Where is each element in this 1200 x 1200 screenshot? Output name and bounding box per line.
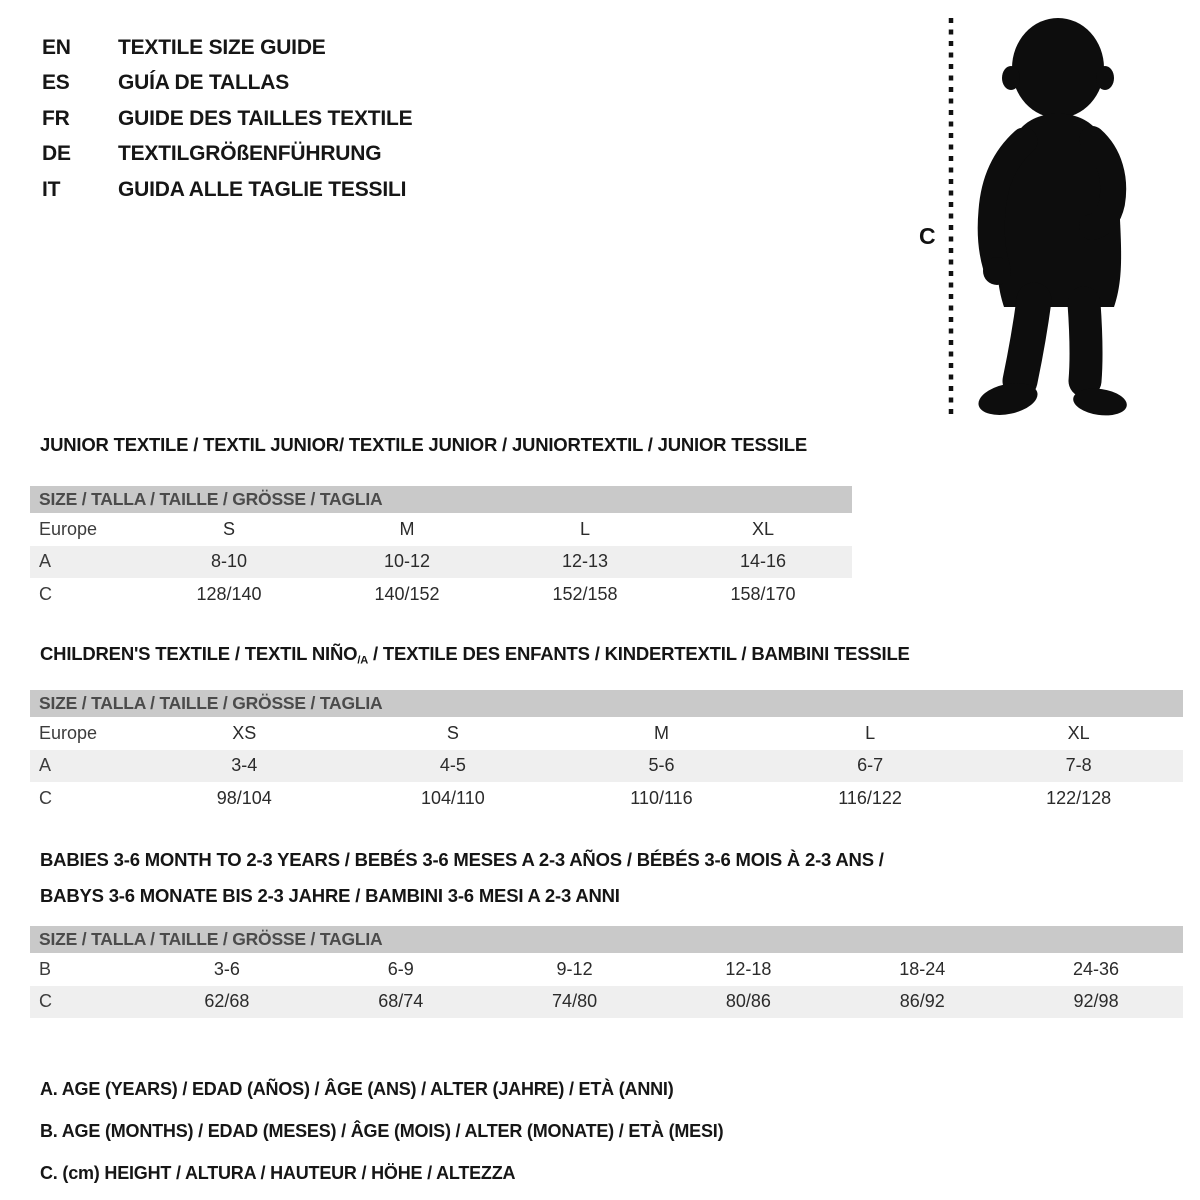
- babies-size-table: [30, 926, 1183, 1018]
- language-title: GUÍA DE TALLAS: [118, 71, 290, 95]
- children-heading-pre: CHILDREN'S TEXTILE / TEXTIL NIÑO: [40, 643, 358, 664]
- babies-heading-line1: BABIES 3-6 MONTH TO 2-3 YEARS / BEBÉS 3-6 MESES A 2-3 AÑOS / BÉBÉS 3-6 MOIS À 2-3 ANS /: [40, 849, 884, 870]
- babies-heading-line2: BABYS 3-6 MONATE BIS 2-3 JAHRE / BAMBINI 3-6 MESI A 2-3 ANNI: [40, 885, 620, 906]
- age-cell: 14-16: [739, 551, 787, 572]
- size-cell: XL: [1067, 722, 1090, 743]
- height-cell: 140/152: [374, 583, 440, 604]
- months-cell: 18-24: [899, 958, 946, 979]
- height-cell: 128/140: [196, 583, 262, 604]
- size-cell: S: [446, 722, 459, 743]
- children-heading-post: / TEXTILE DES ENFANTS / KINDERTEXTIL / BAMBINI TESSILE: [368, 643, 910, 664]
- junior-size-table: [30, 486, 852, 611]
- size-cell: S: [222, 518, 235, 539]
- row-label: B: [39, 958, 52, 979]
- age-cell: 12-13: [561, 551, 609, 572]
- language-code: EN: [42, 35, 71, 59]
- legend-height-cm: C. (cm) HEIGHT / ALTURA / HAUTEUR / HÖHE / ALTEZZA: [40, 1162, 516, 1183]
- table-row-height: [30, 578, 852, 611]
- height-figure: [900, 10, 1150, 422]
- age-cell: 7-8: [1065, 755, 1092, 776]
- table-row-months: [30, 953, 1183, 986]
- language-list: [42, 30, 412, 208]
- size-cell: XS: [232, 722, 257, 743]
- age-cell: 5-6: [648, 755, 675, 776]
- height-cell: 68/74: [378, 991, 424, 1012]
- height-cell: 92/98: [1073, 991, 1119, 1012]
- height-cell: 110/116: [630, 787, 693, 808]
- babies-section-heading: [40, 842, 884, 914]
- legend: [40, 1068, 723, 1194]
- baby-silhouette: [976, 18, 1129, 420]
- legend-age-years: A. AGE (YEARS) / EDAD (AÑOS) / ÂGE (ANS) / ALTER (JAHRE) / ETÀ (ANNI): [40, 1078, 674, 1099]
- row-label: A: [39, 755, 52, 776]
- language-code: FR: [42, 106, 70, 130]
- height-cell: 158/170: [730, 583, 796, 604]
- language-title: TEXTILE SIZE GUIDE: [118, 35, 326, 59]
- language-code: DE: [42, 142, 71, 166]
- size-table-header: SIZE / TALLA / TAILLE / GRÖSSE / TAGLIA: [30, 486, 852, 513]
- age-cell: 4-5: [439, 755, 466, 776]
- row-label: C: [39, 787, 52, 808]
- children-section-heading: [40, 643, 910, 666]
- height-cell: 122/128: [1046, 787, 1112, 808]
- size-cell: M: [653, 722, 669, 743]
- age-cell: 6-7: [857, 755, 884, 776]
- height-cell: 116/122: [838, 787, 902, 808]
- height-cell: 74/80: [552, 991, 598, 1012]
- months-cell: 12-18: [725, 958, 772, 979]
- height-cell: 80/86: [725, 991, 771, 1012]
- language-code: ES: [42, 71, 70, 95]
- row-label: Europe: [39, 722, 98, 743]
- height-cell: 152/158: [552, 583, 618, 604]
- age-cell: 3-4: [231, 755, 258, 776]
- height-cell: 104/110: [421, 787, 485, 808]
- language-title: GUIDA ALLE TAGLIE TESSILI: [118, 177, 407, 201]
- size-cell: XL: [751, 518, 775, 539]
- height-cell: 86/92: [899, 991, 945, 1012]
- size-table-header: SIZE / TALLA / TAILLE / GRÖSSE / TAGLIA: [30, 690, 1183, 717]
- table-row-height: [30, 782, 1183, 815]
- row-label: A: [39, 551, 52, 572]
- row-label: C: [39, 991, 52, 1012]
- language-title: GUIDE DES TAILLES TEXTILE: [118, 106, 413, 130]
- row-label: C: [39, 583, 52, 604]
- legend-age-months: B. AGE (MONTHS) / EDAD (MESES) / ÂGE (MOIS) / ALTER (MONATE) / ETÀ (MESI): [40, 1120, 724, 1141]
- language-title: TEXTILGRÖßENFÜHRUNG: [118, 142, 382, 166]
- size-cell: L: [579, 518, 590, 539]
- table-row-age: [30, 546, 852, 579]
- language-code: IT: [42, 177, 61, 201]
- size-cell: L: [865, 722, 876, 743]
- table-row-europe: [30, 717, 1183, 750]
- height-label-c: C: [919, 223, 936, 249]
- table-row-height: [30, 986, 1183, 1019]
- height-cell: 98/104: [216, 787, 272, 808]
- months-cell: 9-12: [556, 958, 593, 979]
- table-row-europe: [30, 513, 852, 546]
- months-cell: 24-36: [1073, 958, 1120, 979]
- age-cell: 8-10: [210, 551, 248, 572]
- children-heading-sub: /A: [357, 654, 369, 667]
- size-cell: M: [399, 518, 415, 539]
- months-cell: 3-6: [213, 958, 240, 979]
- age-cell: 10-12: [383, 551, 431, 572]
- row-label: Europe: [39, 518, 98, 539]
- height-figure-svg: [900, 10, 1150, 422]
- children-size-table: [30, 690, 1183, 815]
- table-row-age: [30, 750, 1183, 783]
- height-cell: 62/68: [204, 991, 250, 1012]
- junior-section-heading: JUNIOR TEXTILE / TEXTIL JUNIOR/ TEXTILE JUNIOR / JUNIORTEXTIL / JUNIOR TESSILE: [40, 434, 807, 455]
- months-cell: 6-9: [387, 958, 414, 979]
- size-table-header: SIZE / TALLA / TAILLE / GRÖSSE / TAGLIA: [30, 926, 1183, 953]
